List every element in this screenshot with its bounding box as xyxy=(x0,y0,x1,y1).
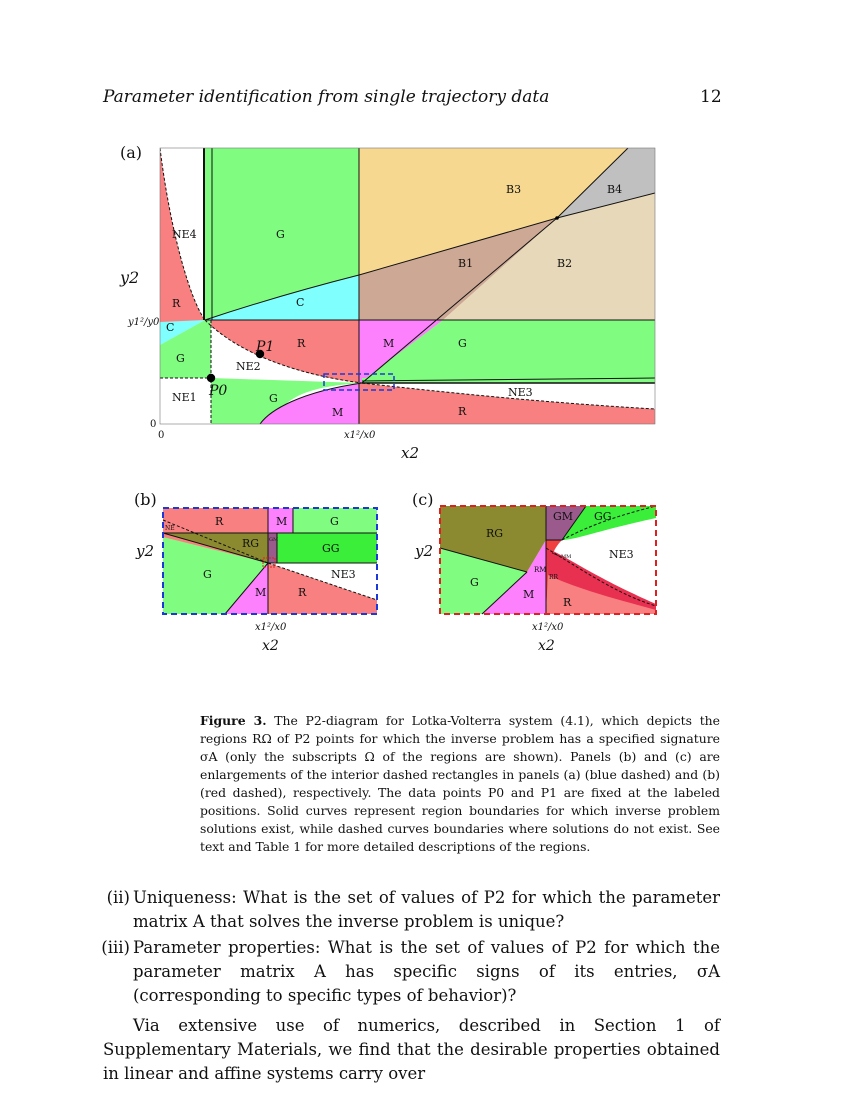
c-label-rr: RR xyxy=(549,574,559,581)
label-r-lower: R xyxy=(458,405,467,418)
label-ne1: NE1 xyxy=(172,391,197,404)
label-g-right: G xyxy=(458,337,467,350)
panel-c-label: (c) xyxy=(412,490,434,509)
label-c-left: C xyxy=(166,321,175,334)
c-label-rm: RM xyxy=(534,566,547,574)
c-label-g: G xyxy=(470,576,479,589)
b-label-m2: M xyxy=(255,586,267,599)
list-item-text: Parameter properties: What is the set of values of P2 for which the parameter matrix A has specific signs of its entries, σA (corresponding to specific types of behavior)? xyxy=(133,938,720,1005)
b-label-ne: NE xyxy=(165,525,175,532)
panel-a-ylabel: y2 xyxy=(120,268,140,287)
list-item-number: (ii) xyxy=(106,888,130,907)
c-label-gg: GG xyxy=(594,510,612,523)
panel-a-xtick-zero: 0 xyxy=(158,430,165,441)
figure-caption xyxy=(200,712,720,856)
list-item-ii xyxy=(100,886,720,934)
label-ne2: NE2 xyxy=(236,360,261,373)
label-c-upper: C xyxy=(296,296,305,309)
list-item-text: Uniqueness: What is the set of values of P2 for which the parameter matrix A that solves the inverse problem is unique? xyxy=(133,888,720,931)
panel-a-ytick-mid: y1²/y0 xyxy=(128,317,160,328)
c-label-ne3: NE3 xyxy=(609,548,634,561)
body-paragraph: Via extensive use of numerics, described in Section 1 of Supplementary Materials, we find that the desirable properties obtained in linear and affine systems carry over xyxy=(103,1016,720,1083)
panel-b-xtick: x1²/x0 xyxy=(255,622,287,633)
label-ne4: NE4 xyxy=(172,228,197,241)
b-label-r: R xyxy=(215,515,224,528)
panel-a-xlabel: x2 xyxy=(401,444,420,462)
panel-c-xtick: x1²/x0 xyxy=(532,622,564,633)
b-label-r2: R xyxy=(298,586,307,599)
label-b2: B2 xyxy=(557,257,573,270)
label-r-middle: R xyxy=(297,337,306,350)
b-label-g: G xyxy=(330,515,339,528)
label-b3: B3 xyxy=(506,183,522,196)
point-p0 xyxy=(207,374,215,382)
c-label-gm: GM xyxy=(553,510,574,523)
label-g-lower: G xyxy=(269,392,278,405)
b-label-m: M xyxy=(276,515,288,528)
c-label-mm: MM xyxy=(561,554,572,560)
panel-a-chart xyxy=(0,0,850,470)
panel-b-label: (b) xyxy=(134,490,157,509)
label-m-middle: M xyxy=(383,337,395,350)
caption-text: The P2-diagram for Lotka-Volterra system (4.1), which depicts the regions RΩ of P2 points for which the inverse problem has a specified signature σA (only the subscripts Ω of the regions are shown). Panels (b) and (c) are enlargements of the interior dashed rectangles in panels (a) (blue dashed) and (b) (red dashed), respectively. The data points P0 and P1 are fixed at the labeled positions. Solid curves represent region boundaries for which inverse problem solutions exist, while dashed curves boundaries where solutions do not exist. See text and Table 1 for more detailed descriptions of the regions. xyxy=(200,713,720,854)
caption-label: Figure 3. xyxy=(200,713,267,728)
label-p1: P1 xyxy=(256,339,275,355)
label-g-left: G xyxy=(176,352,185,365)
label-b4: B4 xyxy=(607,183,623,196)
panel-a-label: (a) xyxy=(120,143,143,162)
panel-c-chart xyxy=(0,500,850,700)
panel-b-ylabel: y2 xyxy=(136,542,155,560)
b-label-g2: G xyxy=(203,568,212,581)
label-m-lower: M xyxy=(332,406,344,419)
panel-c-ylabel: y2 xyxy=(415,542,434,560)
label-r-left: R xyxy=(172,297,181,310)
b-label-rg: RG xyxy=(242,537,260,550)
list-item-number: (iii) xyxy=(101,938,130,957)
c-label-r: R xyxy=(563,596,572,609)
label-b1: B1 xyxy=(458,257,474,270)
b-label-gm: GM xyxy=(269,537,279,543)
panel-a-xtick-mid: x1²/x0 xyxy=(344,430,376,441)
label-p0: P0 xyxy=(209,383,228,399)
b-label-gg: GG xyxy=(322,542,340,555)
list-item-iii xyxy=(100,936,720,1008)
b-label-ne3: NE3 xyxy=(331,568,356,581)
label-g-top: G xyxy=(276,228,285,241)
panel-c-xlabel: x2 xyxy=(538,638,555,654)
running-title: Parameter identification from single trajectory data xyxy=(103,87,550,107)
panel-a-ytick-zero: 0 xyxy=(150,419,157,430)
c-label-m: M xyxy=(523,588,535,601)
c-label-rg: RG xyxy=(486,527,504,540)
panel-b-xlabel: x2 xyxy=(262,638,279,654)
label-ne3: NE3 xyxy=(508,386,533,399)
page-number: 12 xyxy=(700,87,722,107)
